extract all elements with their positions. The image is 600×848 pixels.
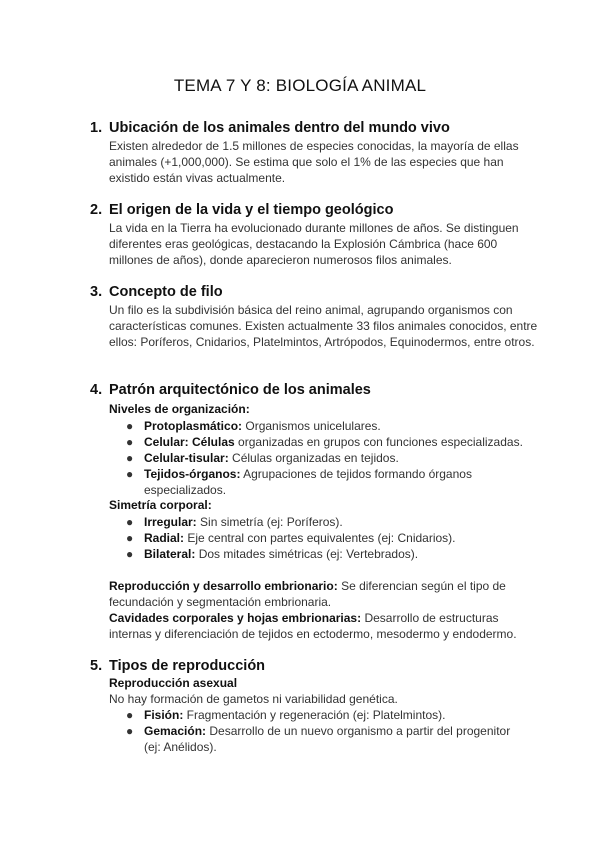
symmetry-subheading: Simetría corporal: [109, 498, 212, 512]
description: Fragmentación y regeneración (ej: Platelmintos). [186, 708, 446, 722]
list-item-gemacion [126, 723, 526, 755]
description: Desarrollo de estructuras internas y diferenciación de tejidos en ectodermo, mesodermo y endodermo. [109, 611, 517, 641]
term: Irregular: [144, 515, 197, 529]
description: Se diferencian según el tipo de fecundación y segmentación embrionaria. [109, 579, 506, 609]
section-5-number: 5. [90, 658, 103, 674]
section-5-title: Tipos de reproducción [109, 658, 266, 674]
section-3-title: Concepto de filo [109, 284, 223, 300]
levels-subheading: Niveles de organización: [109, 402, 250, 416]
description: Células organizadas en tejidos. [232, 451, 399, 465]
section-1-title: Ubicación de los animales dentro del mundo vivo [109, 120, 450, 136]
section-2-number: 2. [90, 202, 103, 218]
description: Eje central con partes equivalentes (ej: Cnidarios). [187, 531, 456, 545]
list-item-tejidos-organos [126, 466, 486, 498]
list-item-fision [126, 707, 546, 723]
section-4-heading [90, 382, 371, 398]
bullet-icon: ● [126, 547, 134, 561]
list-item-bilateral [126, 546, 546, 562]
section-3-text: Un filo es la subdivisión básica del reino animal, agrupando organismos con características comunes. Existen actualmente 33 filos animales conocidos, entre ellos: Poríferos, Cnidarios, Platelmintos, Artrópodos, Equinodermos, entre otros. [109, 303, 538, 349]
term: Cavidades corporales y hojas embrionarias: [109, 611, 362, 625]
section-4-title: Patrón arquitectónico de los animales [109, 382, 371, 398]
reproduction-paragraph [109, 578, 534, 610]
bullet-icon: ● [126, 708, 134, 722]
description: Organismos unicelulares. [245, 419, 381, 433]
bullet-icon: ● [126, 515, 134, 529]
term: Bilateral: [144, 547, 196, 561]
term: Celular: Células [144, 435, 235, 449]
section-2-heading [90, 202, 393, 218]
bullet-icon: ● [126, 467, 134, 481]
list-item-celular [126, 434, 546, 450]
section-1-number: 1. [90, 120, 103, 136]
list-item-protoplasmatico [126, 418, 546, 434]
bullet-icon: ● [126, 435, 134, 449]
asexual-subheading: Reproducción asexual [109, 676, 238, 690]
bullet-icon: ● [126, 724, 134, 738]
section-2-text: La vida en la Tierra ha evolucionado durante millones de años. Se distinguen diferentes eras geológicas, destacando la Explosión Cámbrica (hace 600 millones de años), donde aparecieron numerosos filos animales. [109, 221, 519, 267]
section-5-heading [90, 658, 265, 674]
section-1-heading [90, 120, 450, 136]
term: Celular-tisular: [144, 451, 229, 465]
bullet-icon: ● [126, 419, 134, 433]
description: Agrupaciones de tejidos formando órganos especializados. [144, 467, 472, 497]
term: Radial: [144, 531, 185, 545]
list-item-radial [126, 530, 546, 546]
description: Sin simetría (ej: Poríferos). [200, 515, 343, 529]
term: Reproducción y desarrollo embrionario: [109, 579, 338, 593]
term: Tejidos-órganos: [144, 467, 241, 481]
description: Dos mitades simétricas (ej: Vertebrados). [198, 547, 419, 561]
section-3-number: 3. [90, 284, 103, 300]
asexual-text: No hay formación de gametos ni variabilidad genética. [109, 692, 398, 706]
section-1-text: Existen alrededor de 1.5 millones de especies conocidas, la mayoría de ellas animales (+1,000,000). Se estima que solo el 1% de las especies que han existido están vivas actualmente. [109, 139, 519, 185]
cavities-paragraph [109, 610, 534, 642]
section-4-number: 4. [90, 382, 103, 398]
bullet-icon: ● [126, 451, 134, 465]
list-item-celular-tisular [126, 450, 546, 466]
bullet-icon: ● [126, 531, 134, 545]
section-3-heading [90, 284, 223, 300]
description: organizadas en grupos con funciones especializadas. [238, 435, 523, 449]
term: Protoplasmático: [144, 419, 243, 433]
term: Gemación: [144, 724, 207, 738]
description: Desarrollo de un nuevo organismo a partir del progenitor (ej: Anélidos). [144, 724, 511, 754]
section-2-title: El origen de la vida y el tiempo geológico [109, 202, 394, 218]
list-item-irregular [126, 514, 546, 530]
term: Fisión: [144, 708, 184, 722]
document-title: TEMA 7 Y 8: BIOLOGÍA ANIMAL [173, 76, 427, 95]
